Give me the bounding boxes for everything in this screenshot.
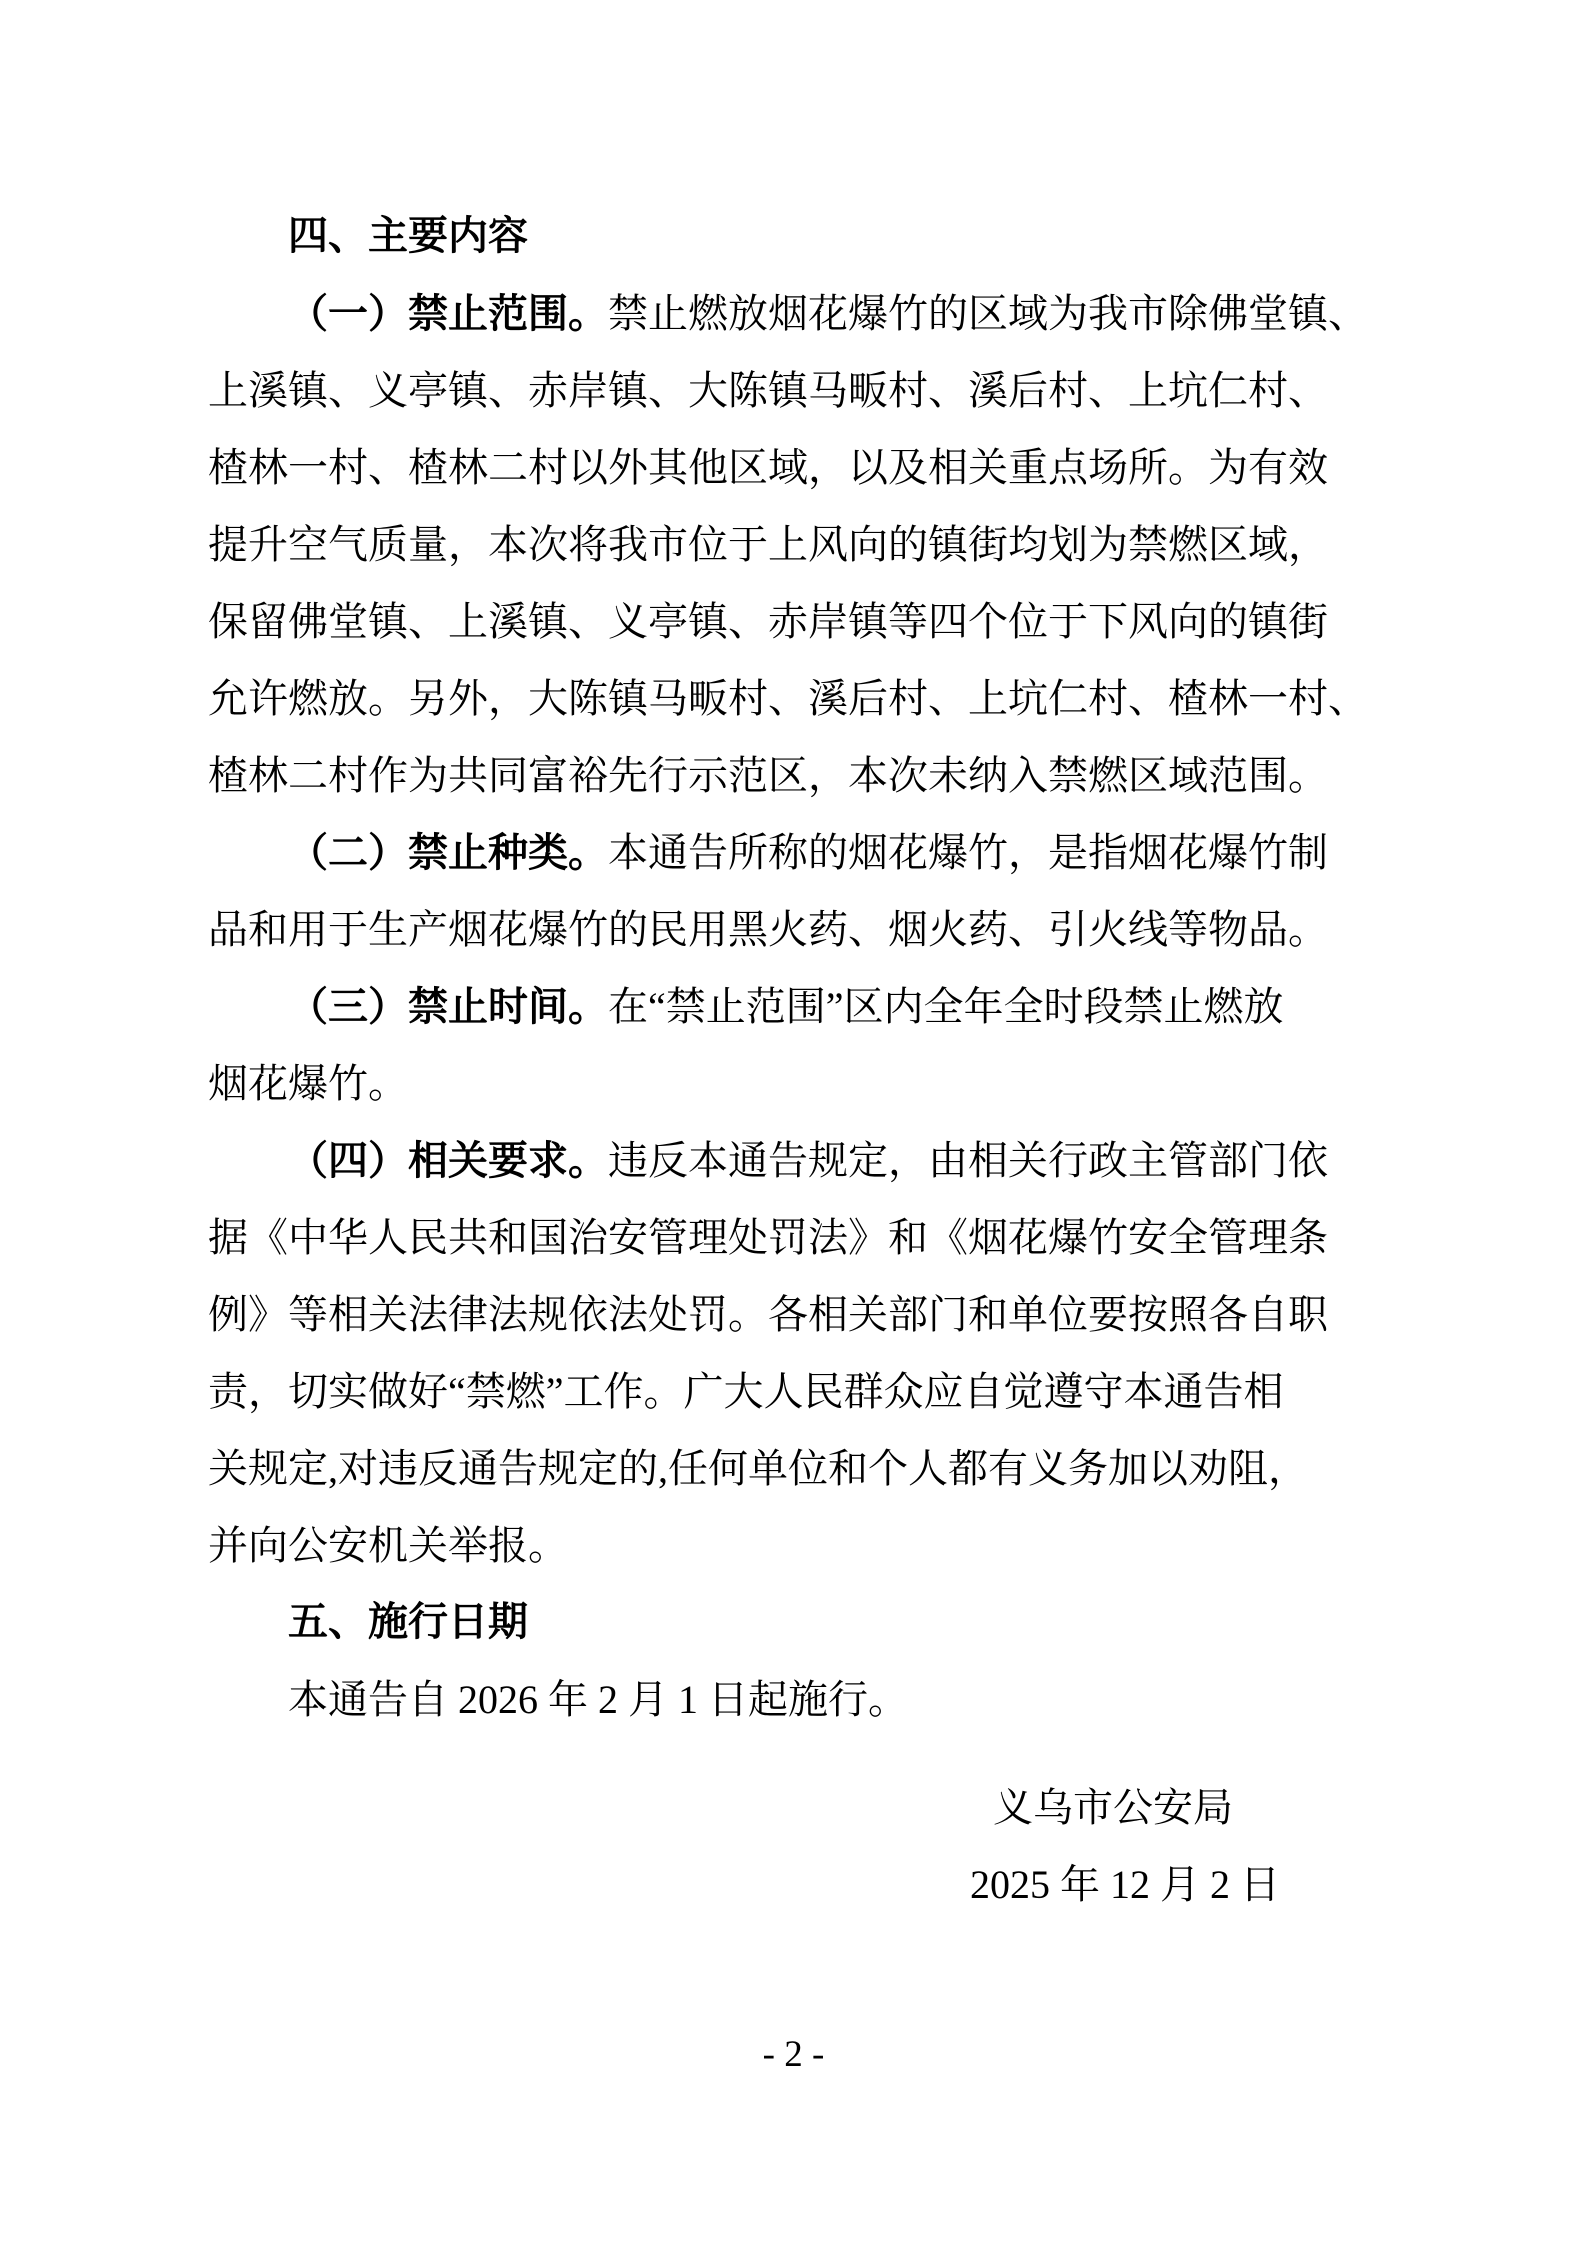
section-heading-5: 五、施行日期 <box>288 1600 528 1644</box>
paragraph-label: （三）禁止时间。 <box>288 984 608 1029</box>
paragraph-line: 上溪镇、义亭镇、赤岸镇、大陈镇马畈村、溪后村、上坑仁村、 <box>208 368 1328 413</box>
paragraph-text: 在“禁止范围”区内全年全时段禁止燃放 <box>608 984 1284 1029</box>
paragraph-line <box>208 275 1413 352</box>
paragraph-line: 并向公安机关举报。 <box>208 1523 568 1568</box>
section-heading-4: 四、主要内容 <box>288 214 528 258</box>
paragraph-line: 责，切实做好“禁燃”工作。广大人民群众应自觉遵守本通告相 <box>208 1369 1284 1414</box>
paragraph-line: 例》等相关法律法规依法处罚。各相关部门和单位要按照各自职 <box>208 1292 1328 1337</box>
paragraph-line: 保留佛堂镇、上溪镇、义亭镇、赤岸镇等四个位于下风向的镇街 <box>208 599 1328 644</box>
paragraph-line: 烟花爆竹。 <box>208 1061 408 1106</box>
paragraph-line: 关规定,对违反通告规定的,任何单位和个人都有义务加以劝阻， <box>208 1446 1308 1491</box>
paragraph-label: （一）禁止范围。 <box>288 291 608 336</box>
paragraph-label: （四）相关要求。 <box>288 1138 608 1183</box>
paragraph-line: 允许燃放。另外，大陈镇马畈村、溪后村、上坑仁村、楂林一村、 <box>208 676 1368 721</box>
paragraph-line: 提升空气质量，本次将我市位于上风向的镇街均划为禁燃区域， <box>208 522 1328 567</box>
paragraph-line: 本通告自 2026 年 2 月 1 日起施行。 <box>288 1677 908 1722</box>
paragraph-text: 禁止燃放烟花爆竹的区域为我市除佛堂镇、 <box>608 291 1368 336</box>
paragraph-line <box>208 968 1413 1045</box>
paragraph-text: 本通告所称的烟花爆竹，是指烟花爆竹制 <box>608 830 1328 875</box>
paragraph-line: 楂林二村作为共同富裕先行示范区，本次未纳入禁燃区域范围。 <box>208 753 1328 798</box>
paragraph-text: 违反本通告规定，由相关行政主管部门依 <box>608 1138 1328 1183</box>
document-body <box>208 198 1413 1923</box>
paragraph-line <box>208 1122 1413 1199</box>
signature-block <box>208 1769 1413 1923</box>
paragraph-line: 楂林一村、楂林二村以外其他区域，以及相关重点场所。为有效 <box>208 445 1328 490</box>
paragraph-label: （二）禁止种类。 <box>288 830 608 875</box>
page-number: - 2 - <box>762 2034 825 2075</box>
signature-organization: 义乌市公安局 <box>993 1785 1233 1830</box>
signature-date: 2025 年 12 月 2 日 <box>970 1862 1280 1907</box>
paragraph-line <box>208 814 1413 891</box>
paragraph-line: 品和用于生产烟花爆竹的民用黑火药、烟火药、引火线等物品。 <box>208 907 1328 952</box>
paragraph-line: 据《中华人民共和国治安管理处罚法》和《烟花爆竹安全管理条 <box>208 1215 1328 1260</box>
